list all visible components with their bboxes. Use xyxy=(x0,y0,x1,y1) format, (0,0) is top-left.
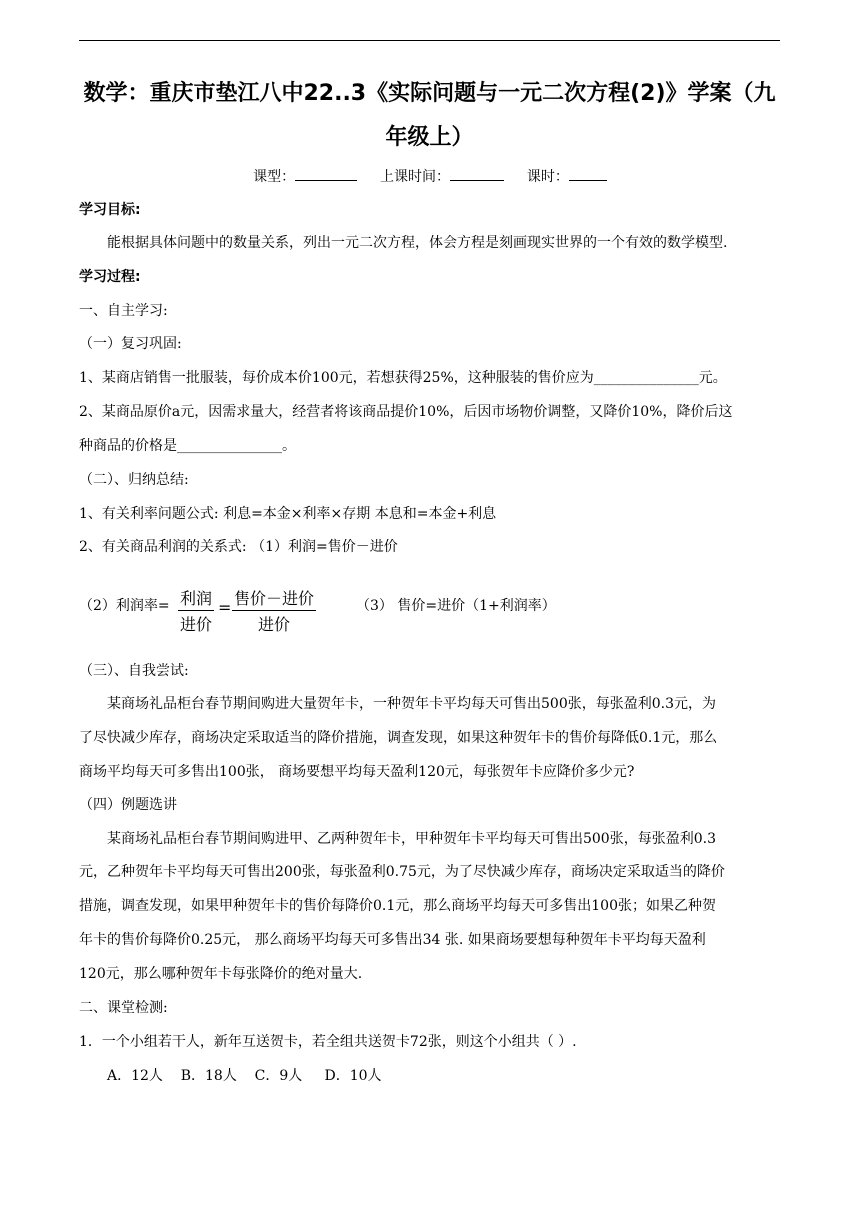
class-time-blank xyxy=(450,167,504,181)
example-line4: 年卡的售价每降价0.25元， 那么商场平均每天可多售出34 张. 如果商场要想每种贺年卡平均每天盈利 xyxy=(79,932,706,948)
goals-text: 能根据具体问题中的数量关系，列出一元二次方程，体会方程是刻画现实世界的一个有效的数学模型. xyxy=(107,235,728,251)
try-text-line2: 了尽快减少库存，商场决定采取适当的降价措施，调查发现，如果这种贺年卡的售价每降低0.1元，那么 xyxy=(79,730,718,746)
top-rule xyxy=(79,40,780,41)
lesson-meta xyxy=(0,166,860,186)
page-title-line1: 数学：重庆市垫江八中22..3《实际问题与一元二次方程(2)》学案（九 xyxy=(83,81,776,106)
fraction-denominator: 进价 xyxy=(258,615,291,634)
test-question-1: 1．一个小组若干人，新年互送贺卡，若全组共送贺卡72张，则这个小组共（ ）. xyxy=(79,1034,577,1050)
example-line1: 某商场礼品柜台春节期间购进甲、乙两种贺年卡，甲种贺年卡平均每天可售出500张，每张盈利0.3 xyxy=(107,831,716,847)
question-1: 1、某商店销售一批服装，每价成本价100元，若想获得25%，这种服装的售价应为_______________元。 xyxy=(79,370,727,386)
subsection-summary: （二）、归纳总结: xyxy=(79,472,189,488)
formula-interest: 1、有关利率问题公式: 利息=本金×利率×存期 本息和=本金+利息 xyxy=(79,506,497,522)
example-line3: 措施，调查发现，如果甲种贺年卡的售价每降价0.1元，那么商场平均每天可多售出100张；如果乙种贺 xyxy=(79,898,716,914)
period-blank xyxy=(569,167,607,181)
class-time-label: 上课时间： xyxy=(380,169,450,185)
try-text-line1: 某商场礼品柜台春节期间购进大量贺年卡，一种贺年卡平均每天可售出500张，每张盈利0.3元，为 xyxy=(107,696,716,712)
test-question-1-options: A．12人 B．18人 C．9人 D．10人 xyxy=(107,1068,382,1084)
fraction-price-minus-cost-over-cost xyxy=(232,586,316,635)
period-label: 课时： xyxy=(526,169,569,185)
subsection-try: （三）、自我尝试: xyxy=(79,663,189,679)
subsection-review: （一）复习巩固: xyxy=(79,336,182,352)
goals-heading: 学习目标: xyxy=(79,202,141,218)
question-2-line1: 2、某商品原价a元，因需求量大，经营者将该商品提价10%，后因市场物价调整，又降价10%，降价后这 xyxy=(79,404,733,420)
page-title-line2: 年级上） xyxy=(385,125,474,150)
profit-rate-label: （2）利润率= xyxy=(79,598,170,614)
section-self-study: 一、自主学习: xyxy=(79,303,168,319)
fraction-numerator: 售价－进价 xyxy=(232,586,316,611)
fraction-numerator: 利润 xyxy=(178,586,214,611)
process-heading: 学习过程: xyxy=(79,269,141,285)
formula-profit: 2、有关商品利润的关系式: （1）利润=售价－进价 xyxy=(79,539,398,555)
course-type-label: 课型： xyxy=(253,169,296,185)
equals-sign: = xyxy=(218,598,232,617)
try-text-line3: 商场平均每天可多售出100张， 商场要想平均每天盈利120元，每张贺年卡应降价多少元? xyxy=(79,764,635,780)
subsection-examples: （四）例题选讲 xyxy=(79,797,177,813)
formula-price: （3） 售价=进价（1+利润率） xyxy=(356,598,556,614)
fraction-profit-over-cost xyxy=(178,586,214,635)
example-line2: 元，乙种贺年卡平均每天可售出200张，每张盈利0.75元，为了尽快减少库存，商场决定采取适当的降价 xyxy=(79,864,725,880)
question-2-line2: 种商品的价格是_______________。 xyxy=(79,438,296,454)
course-type-blank xyxy=(295,167,357,181)
fraction-denominator: 进价 xyxy=(180,615,213,634)
section-class-test: 二、课堂检测: xyxy=(79,1000,168,1016)
example-line5: 120元，那么哪种贺年卡每张降价的绝对量大. xyxy=(79,966,363,982)
